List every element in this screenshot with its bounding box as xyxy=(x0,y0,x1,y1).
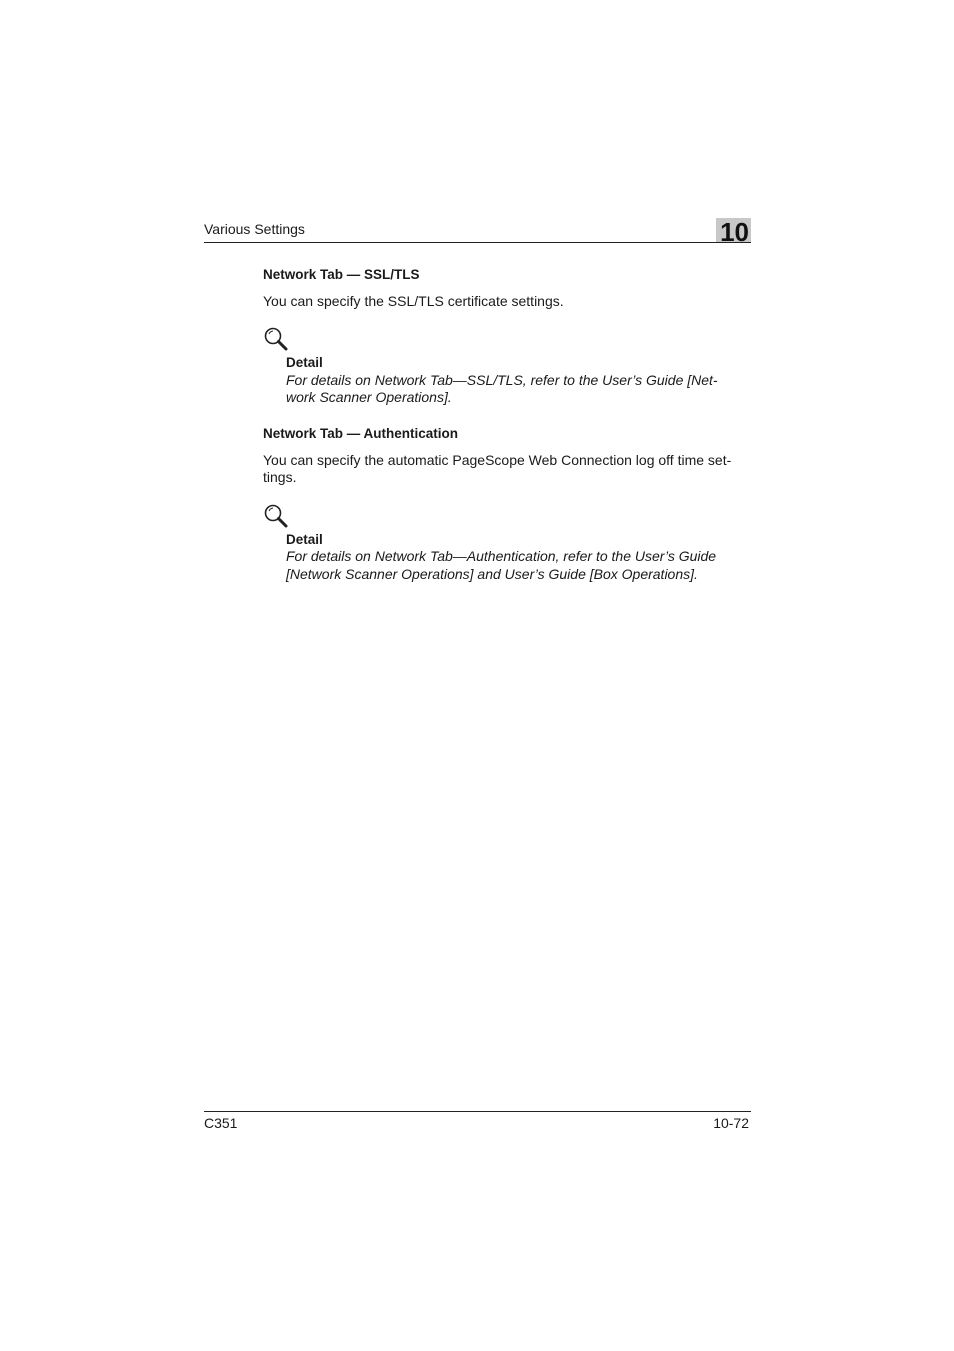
magnifier-icon xyxy=(263,503,289,529)
detail-text-line: [Network Scanner Operations] and User’s Guide [Box Operations]. xyxy=(286,566,698,582)
section-body-authentication: You can specify the automatic PageScope Web Connection log off time set- xyxy=(263,452,732,468)
footer-divider xyxy=(204,1111,751,1112)
section-body-ssl-tls: You can specify the SSL/TLS certificate settings. xyxy=(263,293,564,309)
detail-label: Detail xyxy=(286,355,323,370)
detail-label: Detail xyxy=(286,532,323,547)
footer-model: C351 xyxy=(204,1115,238,1131)
section-heading-authentication: Network Tab — Authentication xyxy=(263,426,459,441)
section-heading-ssl-tls: Network Tab — SSL/TLS xyxy=(263,267,420,282)
magnifier-icon xyxy=(263,326,289,352)
section-body-authentication: tings. xyxy=(263,469,297,485)
detail-text-line: work Scanner Operations]. xyxy=(286,389,452,405)
detail-text-line: For details on Network Tab—Authentication, refer to the User’s Guide xyxy=(286,548,717,564)
footer-page-number: 10-72 xyxy=(713,1115,749,1131)
running-header: Various Settings xyxy=(204,221,305,237)
header-divider xyxy=(204,242,751,243)
chapter-number-badge: 10 xyxy=(716,218,751,243)
detail-text-line: For details on Network Tab—SSL/TLS, refer to the User’s Guide [Net- xyxy=(286,372,718,388)
